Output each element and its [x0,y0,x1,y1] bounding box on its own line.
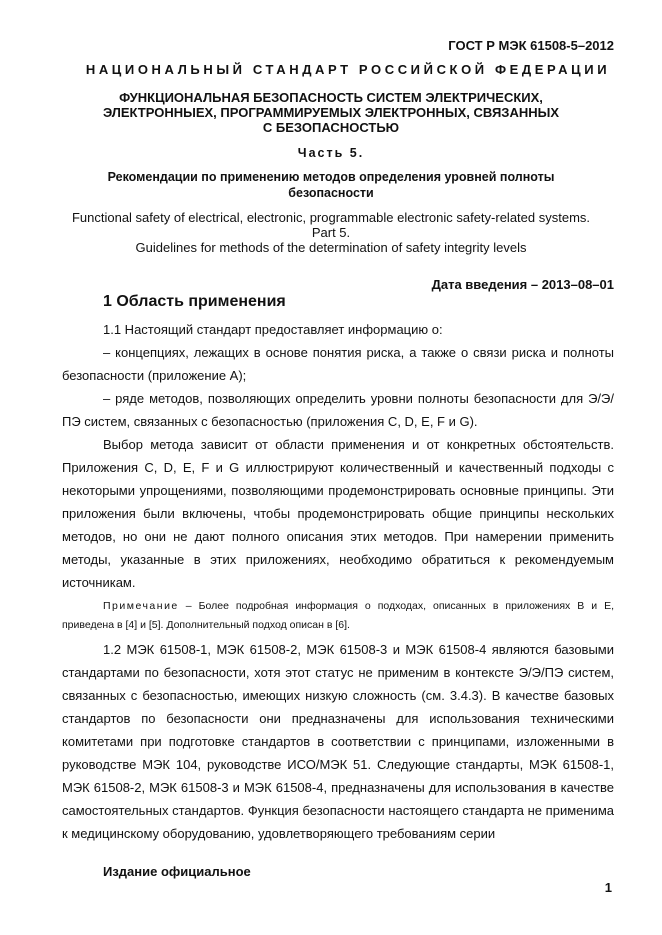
section-heading: 1 Область применения [103,293,286,310]
paragraph: – концепциях, лежащих в основе понятия риска, а также о связи риска и полноты безопасности (приложение А); [62,345,614,383]
part-label: Часть 5. [297,146,365,160]
paragraph: 1.2 МЭК 61508-1, МЭК 61508-2, МЭК 61508-3 и МЭК 61508-4 являются базовыми стандартами по безопасности, хотя этот статус не применим в контексте Э/Э/ПЭ систем, связанных с безопасностью, имеющих низкую сложность (см. 3.4.3). В качестве базовых стандартов по безопасности они предназначены для использования техническими комитетами при подготовке стандартов в соответствии с принципами, изложенными в руководстве МЭК 104, руководстве ИСО/МЭК 51. Следующие стандарты, МЭК 61508-1, МЭК 61508-2, МЭК 61508-3 и МЭК 61508-4, предназначены для использования в качестве самостоятельных стандартов. Функция безопасности настоящего стандарта не применима к медицинскому оборудованию, удовлетворяющего требованиям серии [62,642,614,841]
edition-label: Издание официальное [103,864,251,879]
title-en-line: Part 5. [311,225,351,240]
section-body [62,318,614,845]
subtitle-russian [70,169,592,201]
paragraph: – ряде методов, позволяющих определить уровни полноты безопасности для Э/Э/ПЭ систем, связанных с безопасностью (приложения С, D, E, F и G). [62,391,614,429]
note-label: Примечание [103,600,179,612]
paragraph: 1.1 Настоящий стандарт предоставляет информацию о: [103,322,443,337]
subtitle-ru-line: Рекомендации по применению методов определения уровней полноты [107,170,555,184]
document-number: ГОСТ Р МЭК 61508-5–2012 [448,38,614,53]
page-number: 1 [604,880,612,895]
title-russian [60,90,602,135]
title-ru-line: С БЕЗОПАСНОСТЬЮ [262,120,400,135]
introduction-date: Дата введения – 2013–08–01 [431,277,614,292]
note-text: – Более подробная информация о подходах, описанных в приложениях B и E, приведена в [4] и [5]. Дополнительный подход описан в [6]. [62,600,615,631]
title-ru-line: ФУНКЦИОНАЛЬНАЯ БЕЗОПАСНОСТЬ СИСТЕМ ЭЛЕКТРИЧЕСКИХ, [119,90,543,105]
note [62,594,614,638]
title-ru-line: ЭЛЕКТРОННЫЕХ, ПРОГРАММИРУЕМЫХ ЭЛЕКТРОННЫХ, СВЯЗАННЫХ [102,105,560,120]
paragraph: Выбор метода зависит от области применения и от конкретных обстоятельств. Приложения C, D, E, F и G иллюстрируют количественный и качественный подходы с некоторыми упрощениями, позволяющими продемонстрировать основные принципы. Эти приложения были включены, чтобы продемонстрировать общие принципы нескольких методов, но они не дают полного описания этих методов. При намерении применить методы, указанные в этих приложениях, необходимо обратиться к рекомендуемым источникам. [62,437,614,590]
title-english [40,210,622,255]
title-en-line: Guidelines for methods of the determination of safety integrity levels [135,240,527,255]
title-en-line: Functional safety of electrical, electronic, programmable electronic safety-related systems. [71,210,591,225]
subtitle-ru-line: безопасности [288,186,374,200]
national-standard-heading: НАЦИОНАЛЬНЫЙ СТАНДАРТ РОССИЙСКОЙ ФЕДЕРАЦИИ [85,62,611,77]
